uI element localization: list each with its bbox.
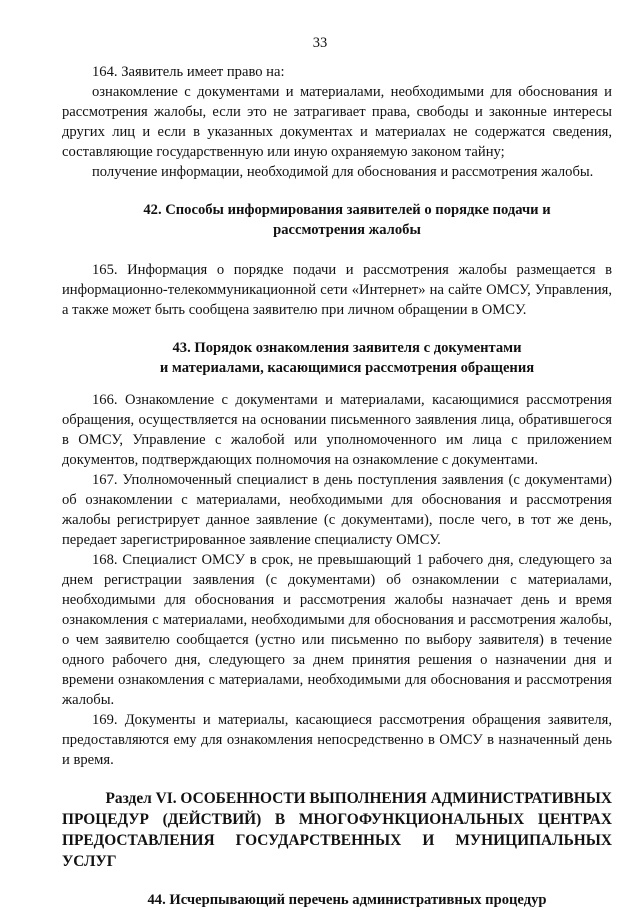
section-heading-43 — [62, 338, 612, 378]
paragraph-164-intro: 164. Заявитель имеет право на: — [92, 64, 285, 80]
paragraph-165: 165. Информация о порядке подачи и рассмотрения жалобы размещается в информационно-телекоммуникационной сети «Интернет» на сайте ОМСУ, Управления, а также может быть сообщена заявителю при личном обращении в ОМСУ. — [62, 262, 612, 318]
section-vi-heading — [62, 788, 612, 872]
section-heading-42-line2: рассмотрения жалобы — [273, 222, 421, 238]
paragraph-169: 169. Документы и материалы, касающиеся рассмотрения обращения заявителя, предоставляются ему для ознакомления непосредственно в ОМСУ в назначенный день и время. — [62, 712, 612, 768]
section-heading-43-line2: и материалами, касающимися рассмотрения обращения — [159, 360, 535, 376]
paragraph-168: 168. Специалист ОМСУ в срок, не превышающий 1 рабочего дня, следующего за днем регистрации заявления (с документами) об ознакомлении с материалами, необходимыми для обоснования и рассмотрения жалобы назначает день и время ознакомления с материалами, необходимыми для обоснования и рассмотрения жалобы, о чем заявителю сообщается (устно или письменно по выбору заявителя) в течение одного рабочего дня, следующего за днем принятия решения о назначении дня и времени ознакомления с материалами, необходимыми для обоснования и рассмотрения жалобы. — [62, 552, 612, 708]
section-vi-heading-line2: ПРОЦЕДУР (ДЕЙСТВИЙ) В МНОГОФУНКЦИОНАЛЬНЫХ ЦЕНТРАХ — [62, 811, 612, 828]
document-body — [62, 62, 612, 910]
section-heading-42 — [62, 200, 612, 240]
paragraph-164-right-information: получение информации, необходимой для обоснования и рассмотрения жалобы. — [92, 164, 594, 180]
section-heading-42-line1: 42. Способы информирования заявителей о порядке подачи и — [143, 202, 551, 218]
section-vi-heading-line1: Раздел VI. ОСОБЕННОСТИ ВЫПОЛНЕНИЯ АДМИНИСТРАТИВНЫХ — [105, 790, 612, 807]
section-heading-44: 44. Исчерпывающий перечень административных процедур — [147, 892, 547, 908]
paragraph-166: 166. Ознакомление с документами и материалами, касающимися рассмотрения обращения, осуществляется на основании письменного заявления лица, обратившегося в ОМСУ, Управление с жалобой или уполномоченного им лица с приложением документов, подтверждающих полномочия на ознакомление с документами. — [62, 392, 612, 468]
section-vi-heading-line3: ПРЕДОСТАВЛЕНИЯ ГОСУДАРСТВЕННЫХ И МУНИЦИПАЛЬНЫХ УСЛУГ — [62, 832, 612, 870]
page-number: 33 — [312, 35, 328, 51]
paragraph-164-right-documents: ознакомление с документами и материалами, необходимыми для обоснования и рассмотрения жалобы, если это не затрагивает права, свободы и законные интересы других лиц и если в указанных документах и материалах не содержатся сведения, составляющие государственную или иную охраняемую законом тайну; — [62, 84, 612, 160]
section-heading-43-line1: 43. Порядок ознакомления заявителя с документами — [172, 340, 522, 356]
paragraph-167: 167. Уполномоченный специалист в день поступления заявления (с документами) об ознакомлении с материалами, необходимыми для обоснования и рассмотрения жалобы регистрирует данное заявление (с документами), после чего, в тот же день, передает зарегистрированное заявление специалисту ОМСУ. — [62, 472, 612, 548]
